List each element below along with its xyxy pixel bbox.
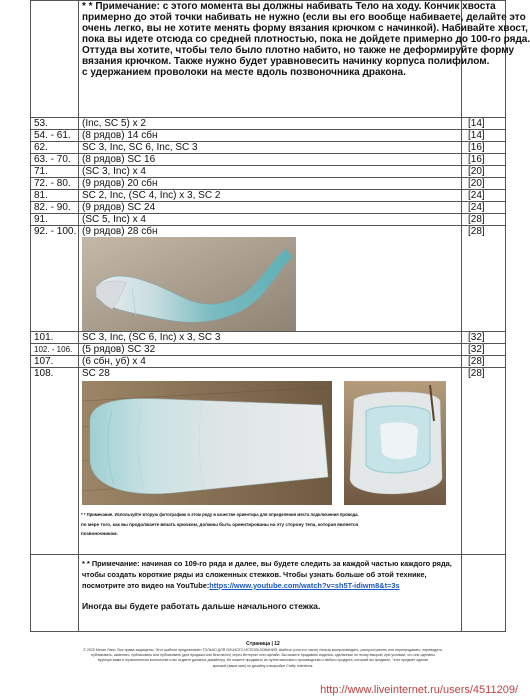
photo-caption-line: по мере того, как вы продолжаете вязать крючком, должны быть ориентированы на эту сторону тела, которая является	[81, 522, 359, 527]
stitch-count: [32]	[462, 344, 506, 356]
row-number: 62.	[31, 142, 79, 154]
note-line	[82, 580, 458, 591]
body-opening-photo	[344, 381, 446, 505]
row-number: 53.	[31, 118, 79, 130]
table-row	[31, 154, 506, 166]
row-instruction-cell	[79, 226, 462, 332]
tail-photo	[82, 237, 296, 331]
row-instruction: SC 28	[82, 368, 110, 379]
row-instruction: (8 рядов) SC 16	[79, 154, 462, 166]
row-instruction-cell	[79, 368, 462, 555]
table-row	[31, 142, 506, 154]
row-instruction: SC 2, Inc, (SC 4, Inc) x 3, SC 2	[79, 190, 462, 202]
stitch-count: [28]	[462, 214, 506, 226]
photo-caption-line: позвоночником.	[81, 531, 118, 536]
stitch-count: [20]	[462, 166, 506, 178]
row-instruction: SC 3, Inc, SC 6, Inc, SC 3	[79, 142, 462, 154]
stitch-count: [14]	[462, 118, 506, 130]
row-instruction: (9 рядов) SC 24	[79, 202, 462, 214]
row-number: 81.	[31, 190, 79, 202]
row-instruction: (SC 5, Inc) x 4	[79, 214, 462, 226]
table-row	[31, 166, 506, 178]
note-line-prefix: посмотрите это видео на YouTube:	[82, 581, 210, 590]
photo-caption: * * Примечание. Используйте вторую фотографию в этом ряду в качестве ориентира для определения места подключения провода.	[81, 512, 359, 517]
table-row	[31, 190, 506, 202]
work-note: Иногда вы будете работать дальше начального стежка.	[82, 601, 321, 611]
table-row-with-photos	[31, 368, 506, 555]
row-instruction: (SC 3, Inc) x 4	[79, 166, 462, 178]
stitch-count: [28]	[462, 368, 506, 555]
note-line: * * Примечание: начиная со 109-го ряда и далее, вы будете следить за каждой частью каждого ряда,	[82, 559, 452, 568]
row-instruction: (5 рядов) SC 32	[79, 344, 462, 356]
row-number: 92. - 100.	[31, 226, 79, 332]
watermark: http://www.liveinternet.ru/users/4511209/	[320, 684, 518, 696]
table-row-with-photo	[31, 226, 506, 332]
empty-cell	[31, 1, 79, 118]
table-row	[31, 214, 506, 226]
stitch-count: [16]	[462, 154, 506, 166]
table-row	[31, 178, 506, 190]
row-number: 82. - 90.	[31, 202, 79, 214]
short-rows-note	[79, 555, 462, 632]
row-number: 108.	[31, 368, 79, 555]
pattern-table	[30, 0, 530, 632]
row-number: 63. - 70.	[31, 154, 79, 166]
row-number: 54. - 61.	[31, 130, 79, 142]
stitch-count: [24]	[462, 202, 506, 214]
table-row	[31, 332, 506, 344]
row-number: 107.	[31, 356, 79, 368]
table-row	[31, 202, 506, 214]
table-row	[31, 356, 506, 368]
row-number: 91.	[31, 214, 79, 226]
stuffing-note: * * Примечание: с этого момента вы должны набивать Тело на ходу. Кончик хвоста примерно до этой точки набивать не нужно (если вы его вообще набиваете, делайте это очень легко, вы не хотите менять форму вязания крючком с начинкой). Набивайте хвост, пока вы идете отсюда со средней плотностью, пока не дойдете примерно до 100-го ряда. Оттуда вы хотите, чтобы тело было плотно набито, но также не деформируйте форму вязания крючком. Также нужно будет уравновесить начинку корпуса полифилом. с удержанием проволоки на месте вдоль позвоночника дракона.	[79, 1, 462, 118]
page-number: Страница | 12	[246, 641, 280, 647]
stitch-count: [28]	[462, 226, 506, 332]
body-photo	[82, 381, 332, 505]
table-row	[31, 118, 506, 130]
stitch-count: [20]	[462, 178, 506, 190]
row-instruction: (6 сбн, уб) x 4	[79, 356, 462, 368]
copyright-line: вручную вами в ограниченном количестве и вы отдаете должное дизайнеру. Не можете продавать их путем массового производства и любого продукта, который вы продаете, "этот предмет сделан	[97, 658, 429, 663]
note-line: чтобы создать короткие ряды из сложенных стежков. Чтобы узнать больше об этой технике,	[82, 570, 427, 579]
stitch-count: [32]	[462, 332, 506, 344]
stitch-count: [24]	[462, 190, 506, 202]
copyright-notice	[14, 648, 512, 669]
row-instruction: (8 рядов) 14 сбн	[79, 130, 462, 142]
stitch-count: [16]	[462, 142, 506, 154]
empty-cell	[31, 555, 79, 632]
row-instruction: (Inc, SC 5) x 2	[79, 118, 462, 130]
row-instruction: SC 3, Inc, (SC 6, Inc) x 3, SC 3	[79, 332, 462, 344]
row-number: 101.	[31, 332, 79, 344]
copyright-line: публиковать, изменять, публиковать или публиковать (для продажи или бесплатно) через Интернет или офлайн. Вы можете продавать изделия, сделанные по этому выкрою, при условии, что они сделаны	[91, 653, 435, 658]
row-number: 72. - 80.	[31, 178, 79, 190]
stitch-count: [14]	[462, 130, 506, 142]
stitch-count: [28]	[462, 356, 506, 368]
copyright-line: крючкой (ваше имя) по дизайну и выкройке Crafty Intentions.	[212, 663, 314, 668]
table-row	[31, 344, 506, 356]
row-number: 102. - 106.	[31, 344, 79, 356]
table-row	[31, 130, 506, 142]
note-row-short-rows	[31, 555, 506, 632]
row-instruction: (9 рядов) 20 сбн	[79, 178, 462, 190]
copyright-line: © 2020 Меган Лапп. Все права защищены. Этот шаблон предназначен ТОЛЬКО ДЛЯ ЛИЧНОГО ИСПОЛЬЗОВАНИЯ. Шаблон (или его части) нельзя воспроизводить, распространять или перепродавать, переводить,	[83, 648, 443, 652]
note-row-stuffing	[31, 1, 506, 118]
youtube-link[interactable]: https://www.youtube.com/watch?v=sh5T-idiwm8&t=3s	[209, 581, 400, 590]
row-number: 71.	[31, 166, 79, 178]
empty-cell	[462, 555, 506, 632]
row-instruction: (9 рядов) 28 сбн	[82, 226, 158, 237]
